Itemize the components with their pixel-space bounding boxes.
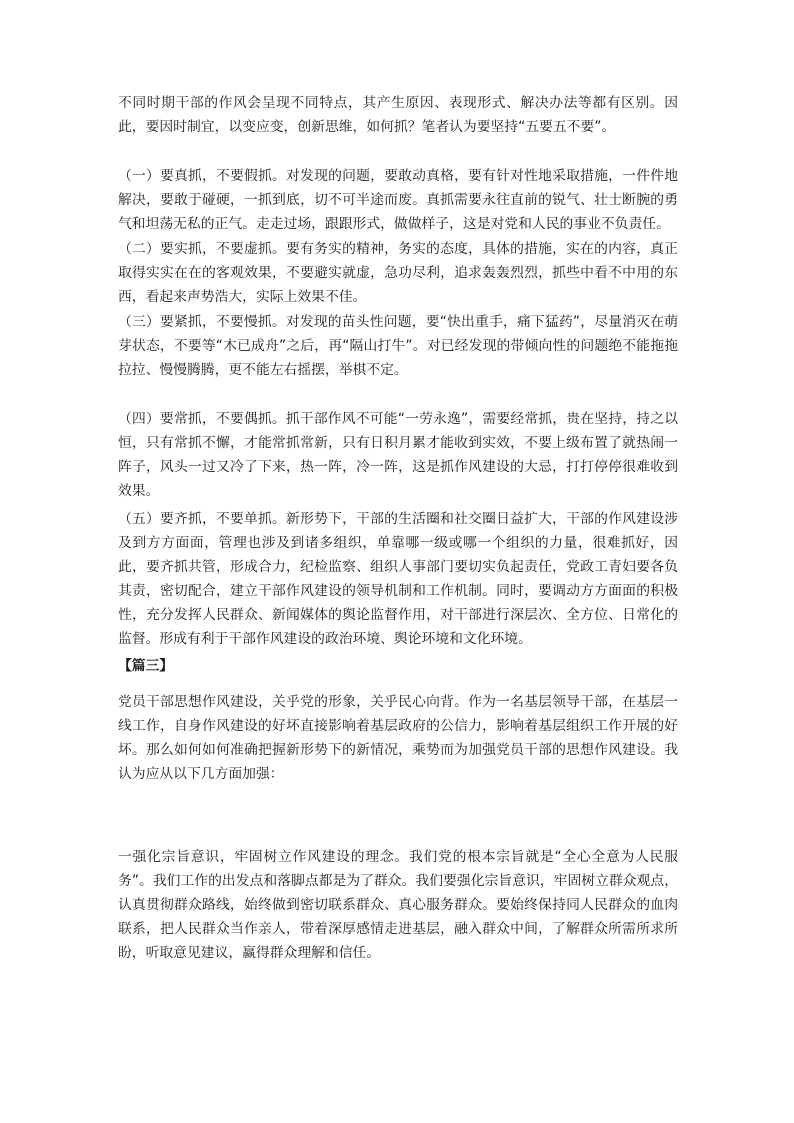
paragraph-section-intro: 党员干部思想作风建设，关乎党的形象，关乎民心向背。作为一名基层领导干部，在基层一线工作，自身作风建设的好坏直接影响着基层政府的公信力，影响着基层组织工作开展的好坏。那么如何如何准确把握新形势下的新情况，乘势而为加强党员干部的思想作风建设。我认为应从以下几方面加强： [118, 694, 678, 782]
paragraph-point-3: （三）要紧抓，不要慢抓。对发现的苗头性问题，要“快出重手，痛下猛药”，尽量消灭在萌芽状态，不要等“木已成舟”之后，再“隔山打牛”。对已经发现的带倾向性的问题绝不能拖拖拉拉、慢慢腾腾，更不能左右摇摆，举棋不定。 [118, 314, 678, 378]
paragraph-point-4: （四）要常抓，不要偶抓。抓干部作风不可能“一劳永逸”，需要经常抓，贵在坚持，持之以恒，只有常抓不懈，才能常抓常新，只有日积月累才能收到实效，不要上级布置了就热闹一阵子，风头一过又冷了下来，热一阵，冷一阵，这是抓作风建设的大忌，打打停停很难收到效果。 [118, 411, 678, 499]
paragraph-point-5: （五）要齐抓，不要单抓。新形势下，干部的生活圈和社交圈日益扩大，干部的作风建设涉及到方方面面，管理也涉及到诸多组织，单靠哪一级或哪一个组织的力量，很难抓好，因此，要齐抓共管，形成合力，纪检监察、组织人事部门要切实负起责任，党政工青妇要各负其责，密切配合，建立干部作风建设的领导机制和工作机制。同时，要调动方方面面的积极性，充分发挥人民群众、新闻媒体的舆论监督作用，对干部进行深层次、全方位、日常化的监督。形成有利于干部作风建设的政治环境、舆论环境和文化环境。 [118, 511, 678, 647]
paragraph-point-2: （二）要实抓，不要虚抓。要有务实的精神，务实的态度，具体的措施，实在的内容，真正取得实实在在的客观效果，不要避实就虚，急功尽利，追求轰轰烈烈，抓些中看不中用的东西，看起来声势浩大，实际上效果不佳。 [118, 241, 678, 305]
paragraph-point-1: （一）要真抓，不要假抓。对发现的问题，要敢动真格，要有针对性地采取措施，一件件地解决，要敢于碰硬，一抓到底，切不可半途而废。真抓需要永往直前的锐气、壮士断腕的勇气和坦荡无私的正气。走走过场，跟跟形式，做做样子，这是对党和人民的事业不负责任。 [118, 168, 678, 232]
paragraph-intro: 不同时期干部的作风会呈现不同特点，其产生原因、表现形式、解决办法等都有区别。因此，要因时制宜，以变应变，创新思维，如何抓？笔者认为要坚持“五要五不要”。 [118, 95, 678, 135]
section-heading: 【篇三】 [118, 658, 174, 674]
paragraph-first-measure: 一强化宗旨意识，牢固树立作风建设的理念。我们党的根本宗旨就是“全心全意为人民服务”。我们工作的出发点和落脚点都是为了群众。我们要强化宗旨意识，牢固树立群众观点，认真贯彻群众路线，始终做到密切联系群众、真心服务群众。要始终保持同人民群众的血肉联系，把人民群众当作亲人，带着深厚感情走进基层，融入群众中间，了解群众所需所求所盼，听取意见建议，赢得群众理解和信任。 [118, 849, 678, 961]
